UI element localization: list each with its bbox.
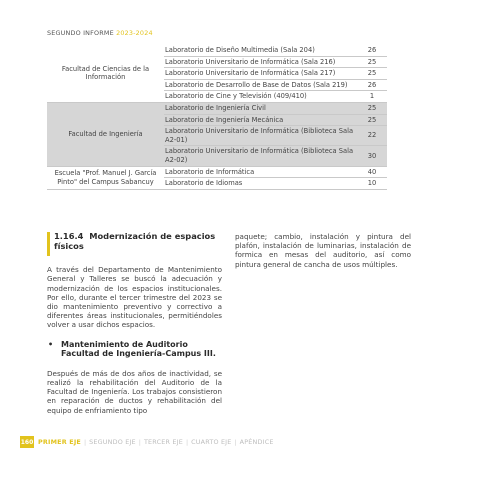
footer-tab[interactable]: CUARTO EJE xyxy=(191,438,232,446)
section-number: 1.16.4 xyxy=(54,231,84,241)
count-cell: 25 xyxy=(357,114,387,126)
laboratories-table xyxy=(47,45,387,190)
section-paragraph-1: A través del Departamento de Mantenimiento General y Talleres se buscó la adecuación y modernización de los espacios institucionales. Por ello, durante el tercer trimestre del 2023 se dio mantenimiento preventivo y correctivo a diferentes áreas institucionales, permitiéndoles volver a usar dichos espacios. xyxy=(47,265,222,330)
page-footer xyxy=(20,436,274,448)
tab-separator: | xyxy=(185,438,189,446)
report-title: SEGUNDO INFORME xyxy=(47,29,114,37)
faculty-cell: Facultad de Ciencias de la Información xyxy=(47,45,164,102)
tab-separator: | xyxy=(138,438,141,446)
lab-name-cell: Laboratorio de Idiomas xyxy=(164,178,357,190)
count-cell: 25 xyxy=(357,68,387,80)
count-cell: 25 xyxy=(357,102,387,114)
faculty-cell: Facultad de Ingeniería xyxy=(47,102,164,166)
section-paragraph-2: Después de más de dos años de inactividad, se realizó la rehabilitación del Auditorio de la Facultad de Ingeniería. Los trabajos consistieron en reparación de ductos y rehabilitación del equipo de enfriamiento tipo xyxy=(47,368,222,415)
report-years: 2023-2024 xyxy=(116,29,153,37)
count-cell: 26 xyxy=(357,79,387,91)
bullet-dot-icon: • xyxy=(48,339,54,349)
table-row xyxy=(47,102,387,114)
count-cell: 10 xyxy=(357,178,387,190)
lab-name-cell: Laboratorio de Diseño Multimedia (Sala 204) xyxy=(164,45,357,56)
lab-name-cell: Laboratorio Universitario de Informática (Biblioteca Sala A2-01) xyxy=(164,126,357,146)
count-cell: 40 xyxy=(357,166,387,178)
lab-name-cell: Laboratorio Universitario de Informática (Sala 217) xyxy=(164,68,357,80)
count-cell: 25 xyxy=(357,56,387,68)
tab-separator: | xyxy=(83,438,87,446)
page-number: 160 xyxy=(20,436,34,448)
page-header xyxy=(47,29,153,37)
lab-name-cell: Laboratorio de Ingeniería Mecánica xyxy=(164,114,357,126)
right-column xyxy=(235,232,411,269)
bullet-item xyxy=(47,340,222,359)
count-cell: 26 xyxy=(357,45,387,56)
tab-separator: | xyxy=(234,438,237,446)
count-cell: 22 xyxy=(357,126,387,146)
footer-tab[interactable]: PRIMER EJE xyxy=(38,438,81,446)
lab-name-cell: Laboratorio Universitario de Informática (Sala 216) xyxy=(164,56,357,68)
section-paragraph-3: paquete; cambio, instalación y pintura del plafón, instalación de luminarias, instalación de formica en mesas del auditorio, así como pintura general de cancha de usos múltiples. xyxy=(235,232,411,269)
left-column xyxy=(47,232,222,415)
faculty-cell: Escuela "Prof. Manuel J. García Pinto" del Campus Sabancuy xyxy=(47,166,164,189)
footer-tab[interactable]: TERCER EJE xyxy=(143,438,183,446)
lab-name-cell: Laboratorio de Desarrollo de Base de Datos (Sala 219) xyxy=(164,79,357,91)
section-title: Modernización de espacios físicos xyxy=(54,231,216,251)
footer-tab[interactable]: APÉNDICE xyxy=(239,438,274,446)
lab-name-cell: Laboratorio de Ingeniería Civil xyxy=(164,102,357,114)
count-cell: 1 xyxy=(357,91,387,103)
table-row xyxy=(47,166,387,178)
lab-name-cell: Laboratorio de Informática xyxy=(164,166,357,178)
footer-tabs xyxy=(38,438,274,446)
count-cell: 30 xyxy=(357,146,387,166)
lab-name-cell: Laboratorio de Cine y Televisión (409/410) xyxy=(164,91,357,103)
lab-name-cell: Laboratorio Universitario de Informática (Biblioteca Sala A2-02) xyxy=(164,146,357,166)
table-row xyxy=(47,45,387,56)
section-accent-bar xyxy=(47,232,50,256)
footer-tab[interactable]: SEGUNDO EJE xyxy=(89,438,136,446)
bullet-text: Mantenimiento de Auditorio Facultad de Ingeniería-Campus III. xyxy=(61,339,216,359)
section-heading xyxy=(47,232,222,251)
